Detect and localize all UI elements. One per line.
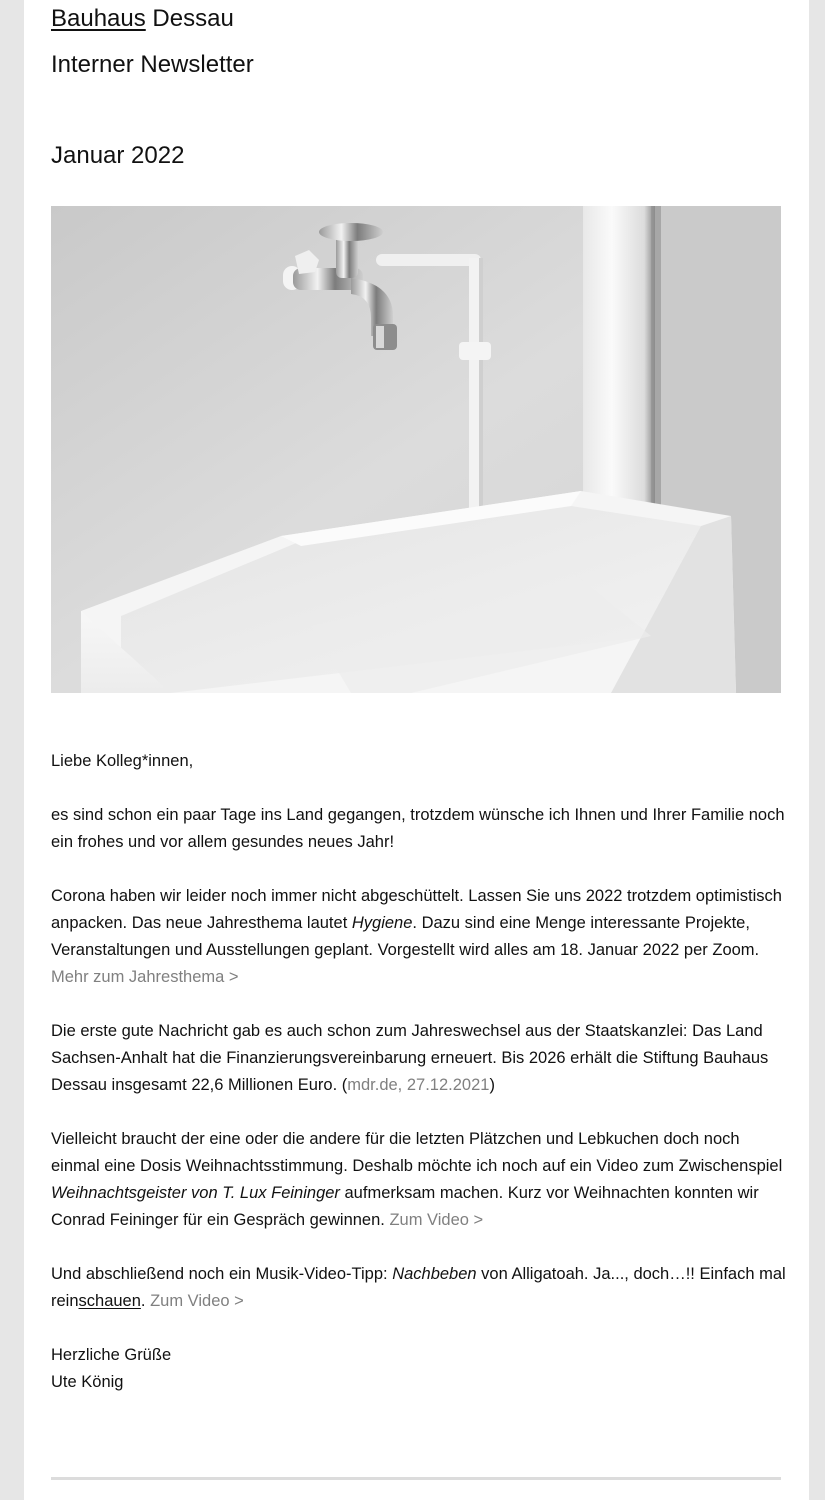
sink-photo-icon	[51, 206, 781, 693]
annual-theme-link[interactable]: Mehr zum Jahresthema >	[51, 968, 239, 986]
issue-date: Januar 2022	[51, 142, 185, 169]
bauhaus-link[interactable]: Bauhaus	[51, 5, 146, 32]
newsletter-body	[51, 748, 786, 1396]
closing: Herzliche Grüße	[51, 1346, 172, 1364]
song-title: Nachbeben	[392, 1265, 477, 1283]
footer-divider	[51, 1477, 781, 1480]
mdr-source-link[interactable]: mdr.de, 27.12.2021	[347, 1076, 490, 1094]
christmas-video-link[interactable]: Zum Video >	[389, 1211, 484, 1229]
annual-theme-name: Hygiene	[351, 914, 413, 932]
greeting: Liebe Kolleg*innen,	[51, 752, 194, 770]
schauen-underlined: schauen	[78, 1292, 141, 1310]
newsletter-card	[24, 0, 809, 1500]
program-title: Weihnachtsgeister von T. Lux Feininger	[51, 1184, 340, 1202]
newsletter-subtitle: Interner Newsletter	[51, 51, 254, 78]
signature: Ute König	[51, 1373, 124, 1391]
brand-title-rest: Dessau	[145, 5, 234, 32]
music-video-link[interactable]: Zum Video >	[150, 1292, 244, 1310]
brand-title	[51, 4, 234, 34]
paragraph-annual-theme: Corona haben wir leider noch immer nicht abgeschüttelt. Lassen Sie uns 2022 trotzdem optimistisch anpacken. Das neue Jahresthema lautet Hygiene. Dazu sind eine Menge interessante Projekte, Veranstaltungen und Ausstellungen geplant. Vorgestellt wird alles am 18. Januar 2022 per Zoom. Mehr zum Jahresthema >	[51, 887, 782, 986]
paragraph-music-tip: Und abschließend noch ein Musik-Video-Tipp: Nachbeben von Alligatoah. Ja..., doch…!! Einfach mal reinschauen. Zum Video >	[51, 1265, 786, 1310]
paragraph-funding: Die erste gute Nachricht gab es auch schon zum Jahreswechsel aus der Staatskanzlei: Das Land Sachsen-Anhalt hat die Finanzierungsvereinbarung erneuert. Bis 2026 erhält die Stiftung Bauhaus Dessau insgesamt 22,6 Millionen Euro. (mdr.de, 27.12.2021)	[51, 1022, 769, 1094]
hero-image	[51, 206, 781, 693]
paragraph-new-year: es sind schon ein paar Tage ins Land gegangen, trotzdem wünsche ich Ihnen und Ihrer Familie noch ein frohes und vor allem gesundes neues Jahr!	[51, 806, 785, 851]
paragraph-christmas-video: Vielleicht braucht der eine oder die andere für die letzten Plätzchen und Lebkuchen doch noch einmal eine Dosis Weihnachtsstimmung. Deshalb möchte ich noch auf ein Video zum Zwischenspiel Weihnachtsgeister von T. Lux Feininger aufmerksam machen. Kurz vor Weihnachten konnten wir Conrad Feininger für ein Gespräch gewinnen. Zum Video >	[51, 1130, 783, 1229]
